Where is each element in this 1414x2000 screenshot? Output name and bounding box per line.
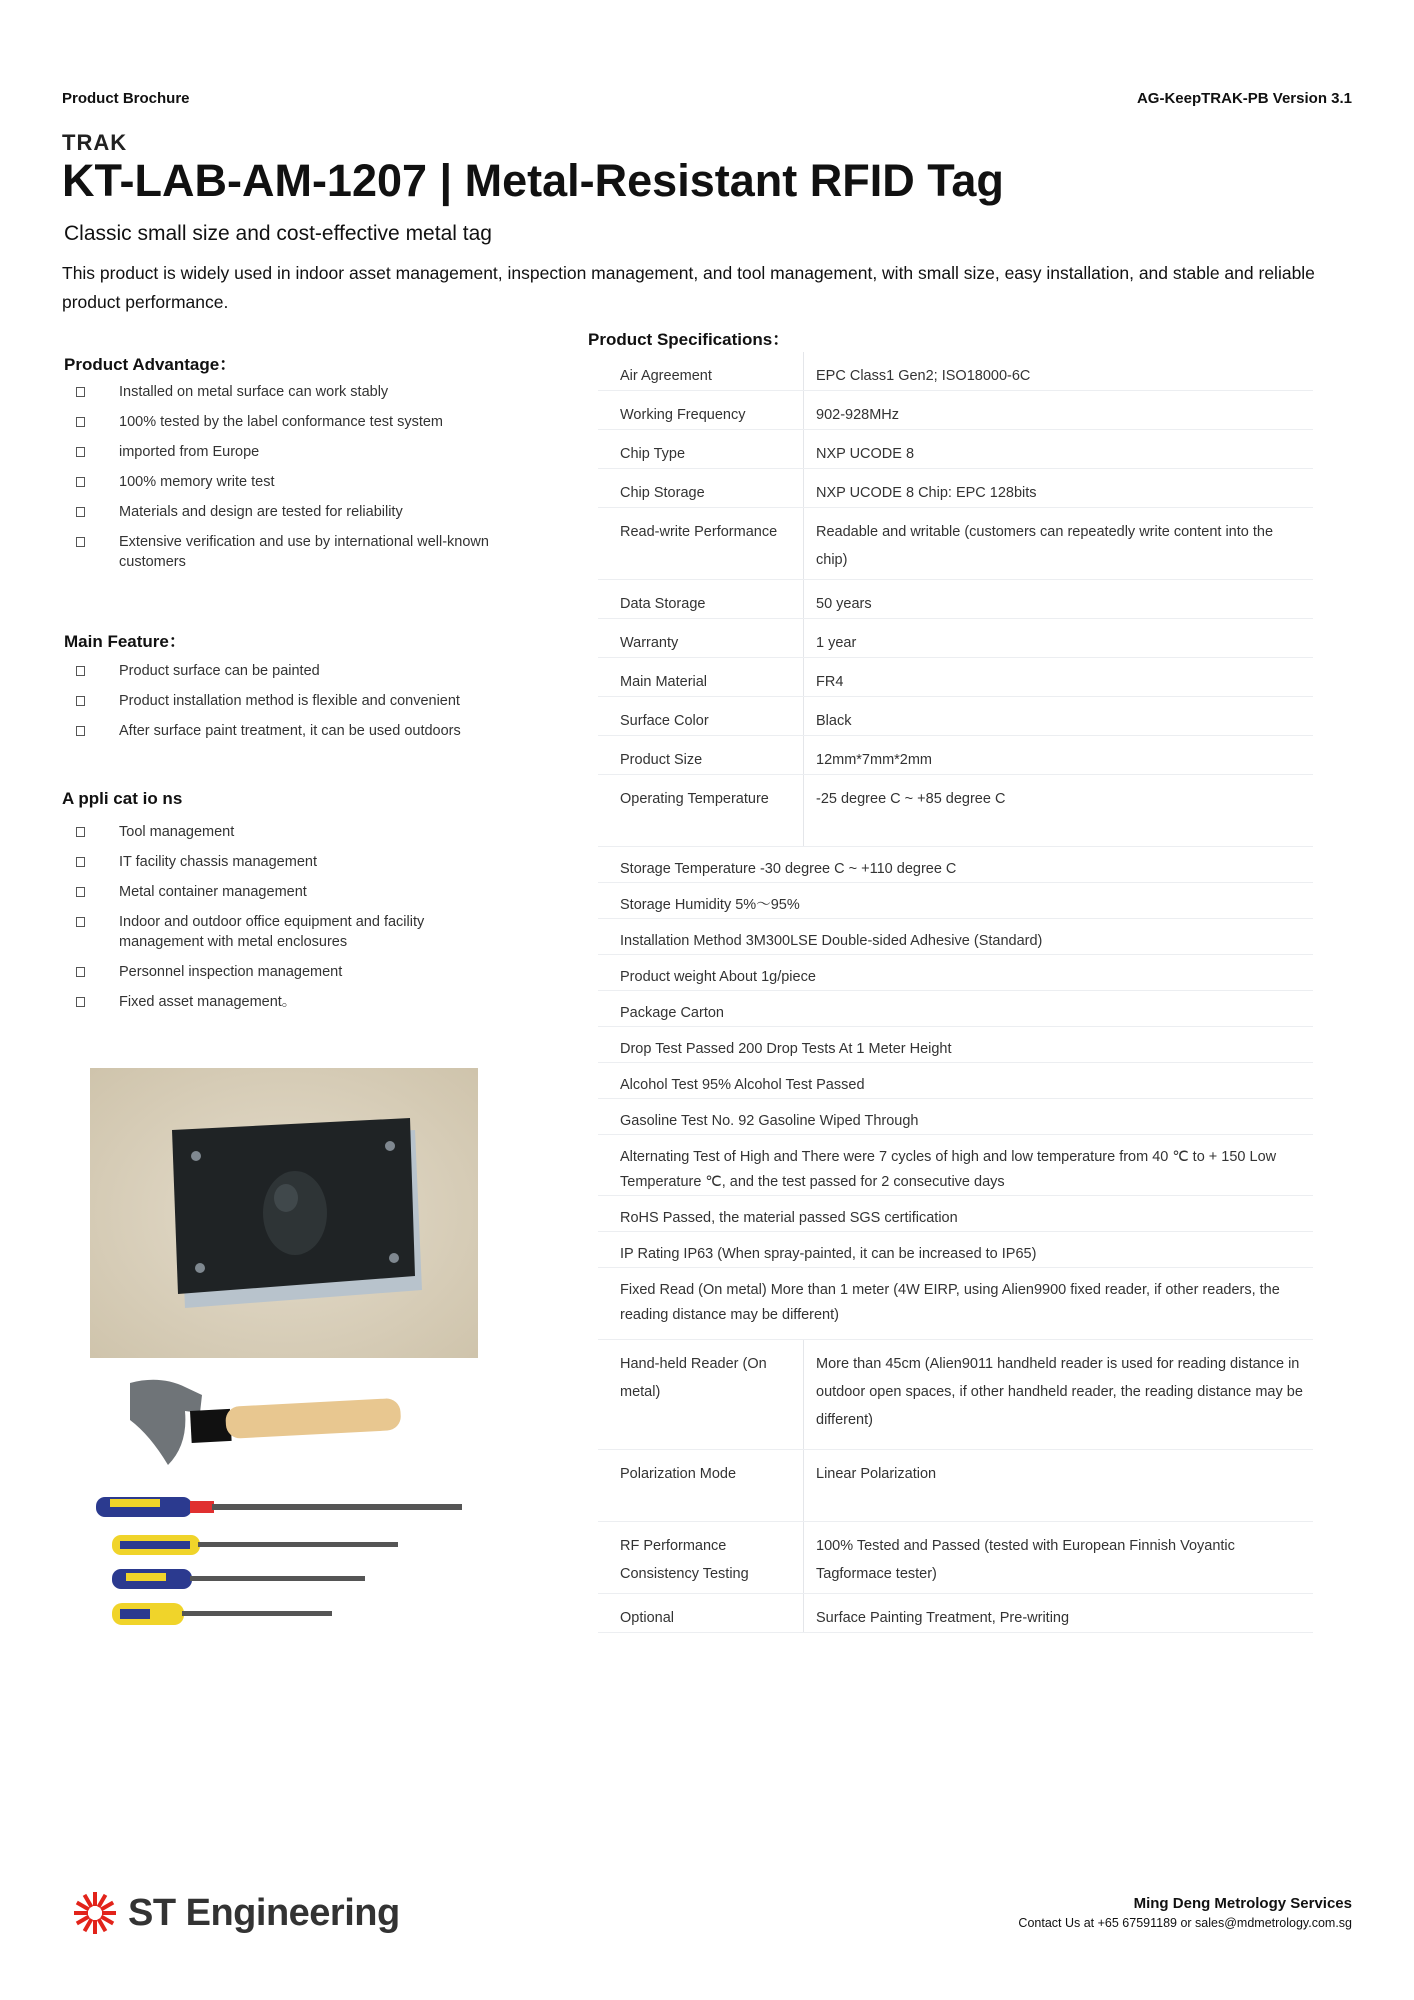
list-item xyxy=(64,382,504,402)
spec-label: Optional xyxy=(598,1594,804,1632)
spec-row xyxy=(598,775,1313,847)
feature-list xyxy=(64,661,534,751)
checkbox-bullet-icon xyxy=(76,967,85,977)
checkbox-bullet-icon xyxy=(76,666,85,676)
spec-row xyxy=(598,1232,1313,1268)
list-item-text: imported from Europe xyxy=(119,444,260,460)
spec-row xyxy=(598,619,1313,658)
list-item-text: IT facility chassis management xyxy=(119,854,317,870)
checkbox-bullet-icon xyxy=(76,477,85,487)
spec-value: Product weight About 1g/piece xyxy=(620,969,816,985)
st-engineering-logo xyxy=(72,1890,400,1936)
list-item xyxy=(64,882,484,902)
list-item xyxy=(64,661,534,681)
advantage-heading: Product Advantage： xyxy=(64,355,237,374)
list-item xyxy=(64,992,484,1012)
spec-row xyxy=(598,1450,1313,1522)
spec-value: Drop Test Passed 200 Drop Tests At 1 Meter Height xyxy=(620,1041,952,1057)
contact-info: Contact Us at +65 67591189 or sales@mdmetrology.com.sg xyxy=(1018,1916,1352,1930)
spec-label: Hand-held Reader (On metal) xyxy=(598,1340,804,1449)
checkbox-bullet-icon xyxy=(76,857,85,867)
tools-image xyxy=(90,1375,482,1650)
page-subtitle: Classic small size and cost-effective metal tag xyxy=(64,222,492,245)
advantage-list xyxy=(64,382,504,582)
spec-row xyxy=(598,847,1313,883)
spec-label: Working Frequency xyxy=(598,391,804,429)
spec-value: Fixed Read (On metal) More than 1 meter (4W EIRP, using Alien9900 fixed reader, if other readers, the reading distance may be different) xyxy=(620,1282,1280,1323)
applications-list xyxy=(64,822,484,1022)
list-item-text: 100% memory write test xyxy=(119,474,275,490)
list-item xyxy=(64,912,484,952)
spec-value: Readable and writable (customers can repeatedly write content into the chip) xyxy=(816,524,1274,568)
spec-value: Storage Humidity 5%～95% xyxy=(620,897,800,913)
spec-row xyxy=(598,955,1313,991)
list-item-text: Metal container management xyxy=(119,884,307,900)
spec-value: Storage Temperature -30 degree C ~ +110 degree C xyxy=(620,861,957,877)
spec-row xyxy=(598,1268,1313,1340)
spec-row xyxy=(598,991,1313,1027)
spec-value: 100% Tested and Passed (tested with European Finnish Voyantic Tagformace tester) xyxy=(816,1538,1235,1582)
spec-value: EPC Class1 Gen2; ISO18000-6C xyxy=(816,368,1031,384)
page-title: KT-LAB-AM-1207 | Metal-Resistant RFID Tag xyxy=(62,155,1004,206)
spec-row xyxy=(598,1196,1313,1232)
spec-label: Surface Color xyxy=(598,697,804,735)
spec-value: Gasoline Test No. 92 Gasoline Wiped Through xyxy=(620,1113,919,1129)
checkbox-bullet-icon xyxy=(76,997,85,1007)
specs-table xyxy=(598,352,1313,1633)
list-item xyxy=(64,962,484,982)
spec-label: RF Performance Consistency Testing xyxy=(598,1522,804,1593)
spec-row xyxy=(598,1135,1313,1196)
checkbox-bullet-icon xyxy=(76,887,85,897)
list-item-text: Extensive verification and use by international well-known customers xyxy=(119,534,489,570)
spec-label: Main Material xyxy=(598,658,804,696)
feature-heading: Main Feature： xyxy=(64,632,186,651)
checkbox-bullet-icon xyxy=(76,696,85,706)
spec-value: NXP UCODE 8 Chip: EPC 128bits xyxy=(816,485,1037,501)
spec-value: 12mm*7mm*2mm xyxy=(816,752,933,768)
list-item xyxy=(64,442,504,462)
spec-value: NXP UCODE 8 xyxy=(816,446,915,462)
list-item xyxy=(64,852,484,872)
spec-value: Linear Polarization xyxy=(816,1466,937,1482)
doc-type-label: Product Brochure xyxy=(62,90,190,107)
spec-row xyxy=(598,1522,1313,1594)
company-name: Ming Deng Metrology Services xyxy=(1133,1895,1352,1912)
list-item-text: Tool management xyxy=(119,824,235,840)
list-item-text: Fixed asset management。 xyxy=(119,994,297,1010)
spec-label: Data Storage xyxy=(598,580,804,618)
list-item xyxy=(64,721,534,741)
list-item-text: After surface paint treatment, it can be used outdoors xyxy=(119,723,461,739)
list-item xyxy=(64,412,504,432)
spec-value: RoHS Passed, the material passed SGS certification xyxy=(620,1210,958,1226)
spec-row xyxy=(598,430,1313,469)
specs-heading: Product Specifications： xyxy=(588,330,790,349)
spec-label: Warranty xyxy=(598,619,804,657)
spec-value: 1 year xyxy=(816,635,857,651)
checkbox-bullet-icon xyxy=(76,387,85,397)
spec-value: More than 45cm (Alien9011 handheld reader is used for reading distance in outdoor open spaces, if other handheld reader, the reading distance may be different) xyxy=(816,1356,1303,1428)
list-item-text: Installed on metal surface can work stably xyxy=(119,384,389,400)
spec-value: 50 years xyxy=(816,596,872,612)
brand-logo-text: TRAK xyxy=(62,130,128,155)
spec-row xyxy=(598,508,1313,580)
spec-row xyxy=(598,883,1313,919)
starburst-icon xyxy=(72,1890,118,1936)
checkbox-bullet-icon xyxy=(76,827,85,837)
spec-row xyxy=(598,919,1313,955)
spec-row xyxy=(598,658,1313,697)
spec-value: Package Carton xyxy=(620,1005,724,1021)
list-item xyxy=(64,691,534,711)
spec-label: Air Agreement xyxy=(598,352,804,390)
spec-row xyxy=(598,580,1313,619)
spec-row xyxy=(598,469,1313,508)
logo-wordmark: ST Engineering xyxy=(128,1891,400,1934)
spec-value: Installation Method 3M300LSE Double-sided Adhesive (Standard) xyxy=(620,933,1043,949)
spec-label: Read-write Performance xyxy=(598,508,804,579)
checkbox-bullet-icon xyxy=(76,507,85,517)
tools-photo xyxy=(90,1375,482,1650)
intro-paragraph: This product is widely used in indoor asset management, inspection management, and tool management, with small size, easy installation, and stable and reliable product performance. xyxy=(62,263,1315,312)
spec-row xyxy=(598,736,1313,775)
spec-value: Black xyxy=(816,713,852,729)
doc-version-label: AG-KeepTRAK-PB Version 3.1 xyxy=(1136,90,1352,107)
applications-heading: A ppli cat io ns xyxy=(62,789,183,808)
list-item-text: Indoor and outdoor office equipment and facility management with metal enclosures xyxy=(119,914,425,950)
spec-value: 902-928MHz xyxy=(816,407,900,423)
list-item-text: Personnel inspection management xyxy=(119,964,343,980)
spec-label: Chip Type xyxy=(598,430,804,468)
spec-row xyxy=(598,391,1313,430)
spec-label: Chip Storage xyxy=(598,469,804,507)
checkbox-bullet-icon xyxy=(76,726,85,736)
spec-row xyxy=(598,1340,1313,1450)
checkbox-bullet-icon xyxy=(76,917,85,927)
list-item-text: Product installation method is flexible and convenient xyxy=(119,693,460,709)
spec-row xyxy=(598,697,1313,736)
spec-value: -25 degree C ~ +85 degree C xyxy=(816,791,1006,807)
spec-value: Alternating Test of High and There were 7 cycles of high and low temperature from 40 ℃ to + 150 Low Temperature ℃, and the test passed for 2 consecutive days xyxy=(620,1149,1277,1190)
spec-label: Polarization Mode xyxy=(598,1450,804,1521)
spec-label: Product Size xyxy=(598,736,804,774)
list-item-text: 100% tested by the label conformance test system xyxy=(119,414,444,430)
checkbox-bullet-icon xyxy=(76,537,85,547)
list-item-text: Product surface can be painted xyxy=(119,663,320,679)
spec-value: Alcohol Test 95% Alcohol Test Passed xyxy=(620,1077,865,1093)
checkbox-bullet-icon xyxy=(76,417,85,427)
rfid-tag-image xyxy=(90,1068,478,1358)
list-item xyxy=(64,532,504,572)
spec-value: Surface Painting Treatment, Pre-writing xyxy=(816,1610,1070,1626)
list-item xyxy=(64,472,504,492)
spec-row xyxy=(598,1063,1313,1099)
spec-row xyxy=(598,1594,1313,1633)
spec-value: IP Rating IP63 (When spray-painted, it can be increased to IP65) xyxy=(620,1246,1037,1262)
list-item-text: Materials and design are tested for reliability xyxy=(119,504,403,520)
list-item xyxy=(64,502,504,522)
list-item xyxy=(64,822,484,842)
spec-row xyxy=(598,352,1313,391)
spec-value: FR4 xyxy=(816,674,844,690)
spec-row xyxy=(598,1099,1313,1135)
checkbox-bullet-icon xyxy=(76,447,85,457)
spec-row xyxy=(598,1027,1313,1063)
product-photo xyxy=(90,1068,478,1358)
spec-label: Operating Temperature xyxy=(598,775,804,846)
